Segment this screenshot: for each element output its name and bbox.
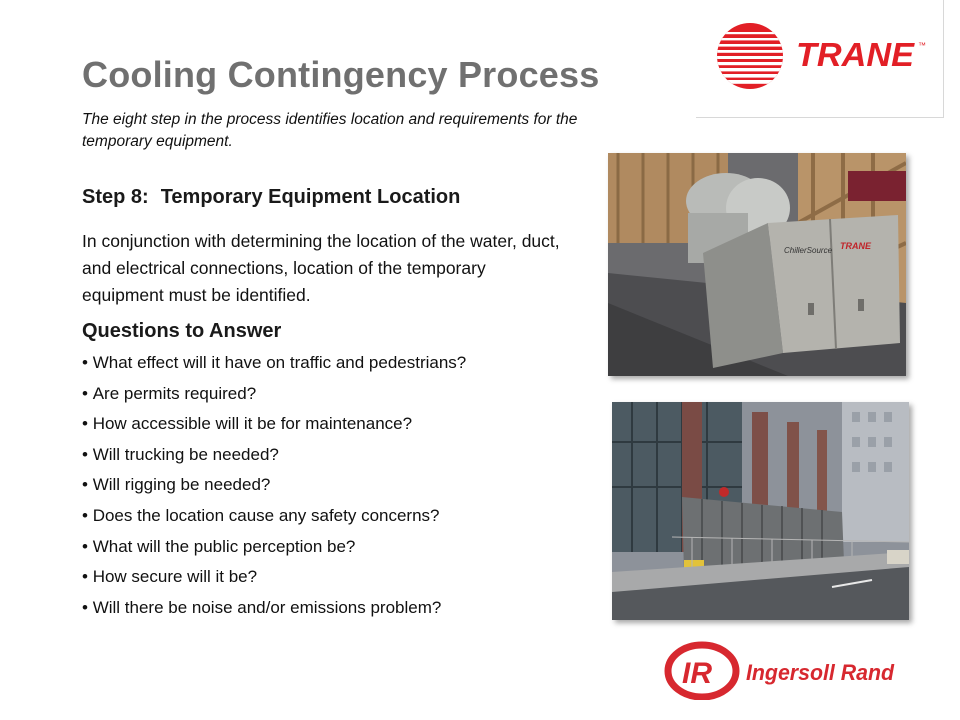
question-item: • Will trucking be needed? [82,440,466,471]
trane-globe-icon [716,22,784,90]
question-item: • Will rigging be needed? [82,470,466,501]
question-item: • Does the location cause any safety concerns? [82,501,466,532]
question-item: • What effect will it have on traffic and pedestrians? [82,348,466,379]
street-equipment-photo [612,402,909,620]
trane-logo-box [696,0,944,118]
chiller-unit-photo [608,153,906,376]
step-body: In conjunction with determining the location of the water, duct, and electrical connections, location of the temporary equipment must be identified. [82,231,560,305]
ir-mark-text: IR [682,657,712,690]
question-item: • Will there be noise and/or emissions problem? [82,593,466,624]
question-item: • Are permits required? [82,379,466,410]
step-label: Step 8: [82,186,149,208]
slide-subtitle: The eight step in the process identifies location and requirements for the temporary equipment. [82,111,578,150]
step-heading [82,186,460,209]
trane-wordmark [794,34,934,74]
question-item: • What will the public perception be? [82,532,466,563]
unit-label-chillersource: ChillerSource [784,246,833,255]
ingersoll-rand-logo [662,640,898,700]
slide-title: Cooling Contingency Process [82,54,600,95]
trane-tm-mark: ™ [918,41,926,50]
ir-wordmark-text: Ingersoll Rand [746,660,895,685]
question-item: • How secure will it be? [82,562,466,593]
question-item: • How accessible will it be for maintenance? [82,409,466,440]
trane-wordmark-text: TRANE [796,36,916,73]
questions-heading: Questions to Answer [82,320,282,342]
unit-label-trane: TRANE [840,241,871,251]
step-title: Temporary Equipment Location [160,186,461,208]
questions-list [82,348,466,623]
